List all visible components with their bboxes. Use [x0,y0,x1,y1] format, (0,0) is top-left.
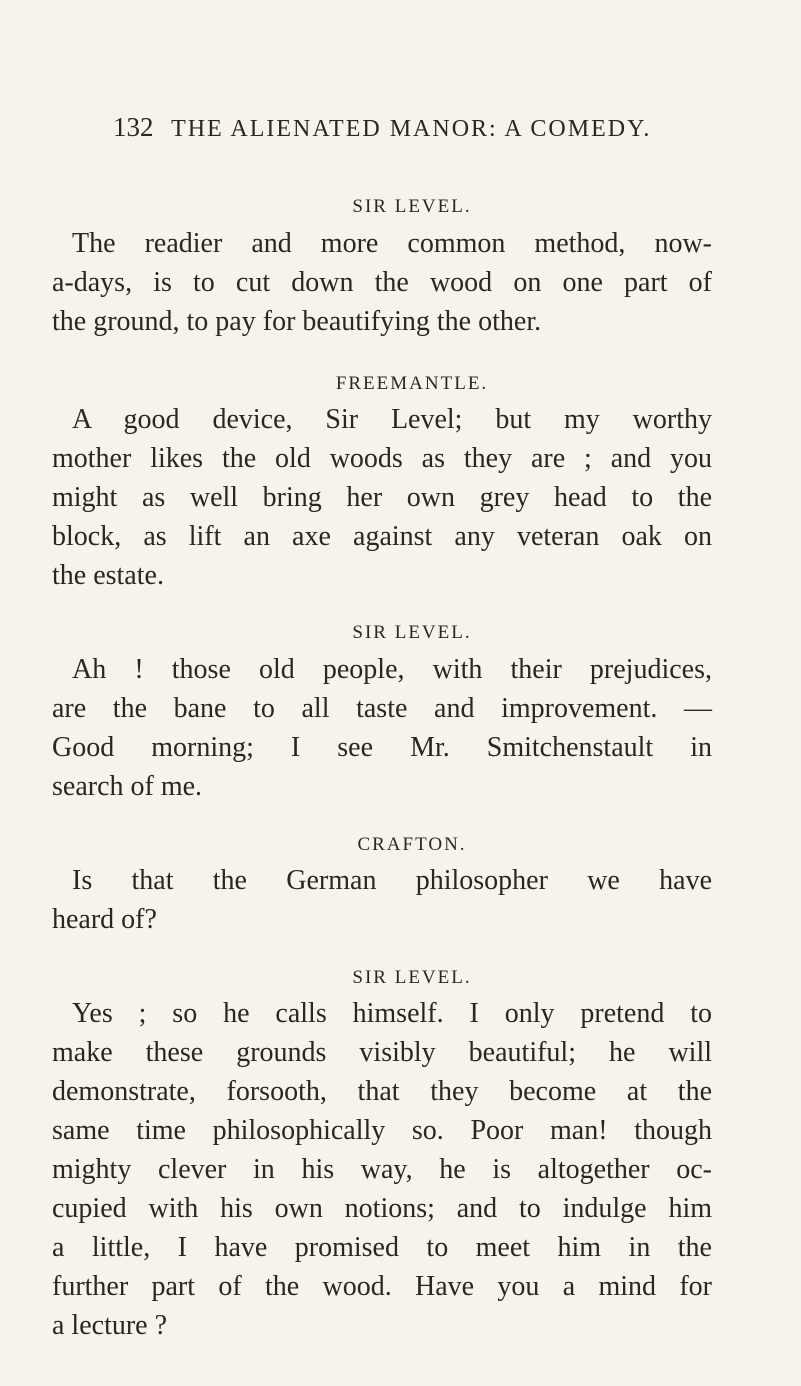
speech-paragraph [52,224,712,341]
text-line: a-days, is to cut down the wood on one part of [52,267,712,298]
speaker-name: SIR LEVEL. [352,622,472,643]
text-line: make these grounds visibly beautiful; he will [52,1037,712,1068]
text-line: search of me. [52,771,203,802]
text-line: heard of? [52,904,157,935]
text-line: a lecture ? [52,1310,168,1341]
running-header [113,112,673,143]
text-line: the estate. [52,560,164,591]
text-line: might as well bring her own grey head to the [52,482,712,513]
text-line: mother likes the old woods as they are ; and you [52,443,712,474]
text-line: The readier and more common method, now- [72,228,712,259]
text-line: Ah ! those old people, with their prejudices, [72,654,712,685]
text-line: same time philosophically so. Poor man! though [52,1115,712,1146]
text-line: are the bane to all taste and improvement. — [52,693,712,724]
text-line: a little, I have promised to meet him in the [52,1232,712,1263]
text-line: Is that the German philosopher we have [72,865,712,896]
text-line: demonstrate, forsooth, that they become at the [52,1076,712,1107]
speech-paragraph [52,994,712,1345]
text-line: cupied with his own notions; and to indulge him [52,1193,712,1224]
page-number: 132 [113,112,154,142]
text-line: A good device, Sir Level; but my worthy [72,404,712,435]
speech-paragraph [52,861,712,939]
text-line: mighty clever in his way, he is altogether oc- [52,1154,712,1185]
speaker-name: FREEMANTLE. [335,373,489,394]
text-line: Good morning; I see Mr. Smitchenstault in [52,732,712,763]
text-line: Yes ; so he calls himself. I only pretend to [72,998,712,1029]
speaker-name: SIR LEVEL. [352,196,472,217]
speaker-name: CRAFTON. [357,834,467,855]
text-line: the ground, to pay for beautifying the other. [52,306,542,337]
text-line: further part of the wood. Have you a mind for [52,1271,712,1302]
running-title: THE ALIENATED MANOR: A COMEDY. [171,116,652,142]
speech-paragraph [52,400,712,595]
speech-paragraph [52,650,712,806]
text-line: block, as lift an axe against any veteran oak on [52,521,712,552]
speaker-name: SIR LEVEL. [352,967,472,988]
